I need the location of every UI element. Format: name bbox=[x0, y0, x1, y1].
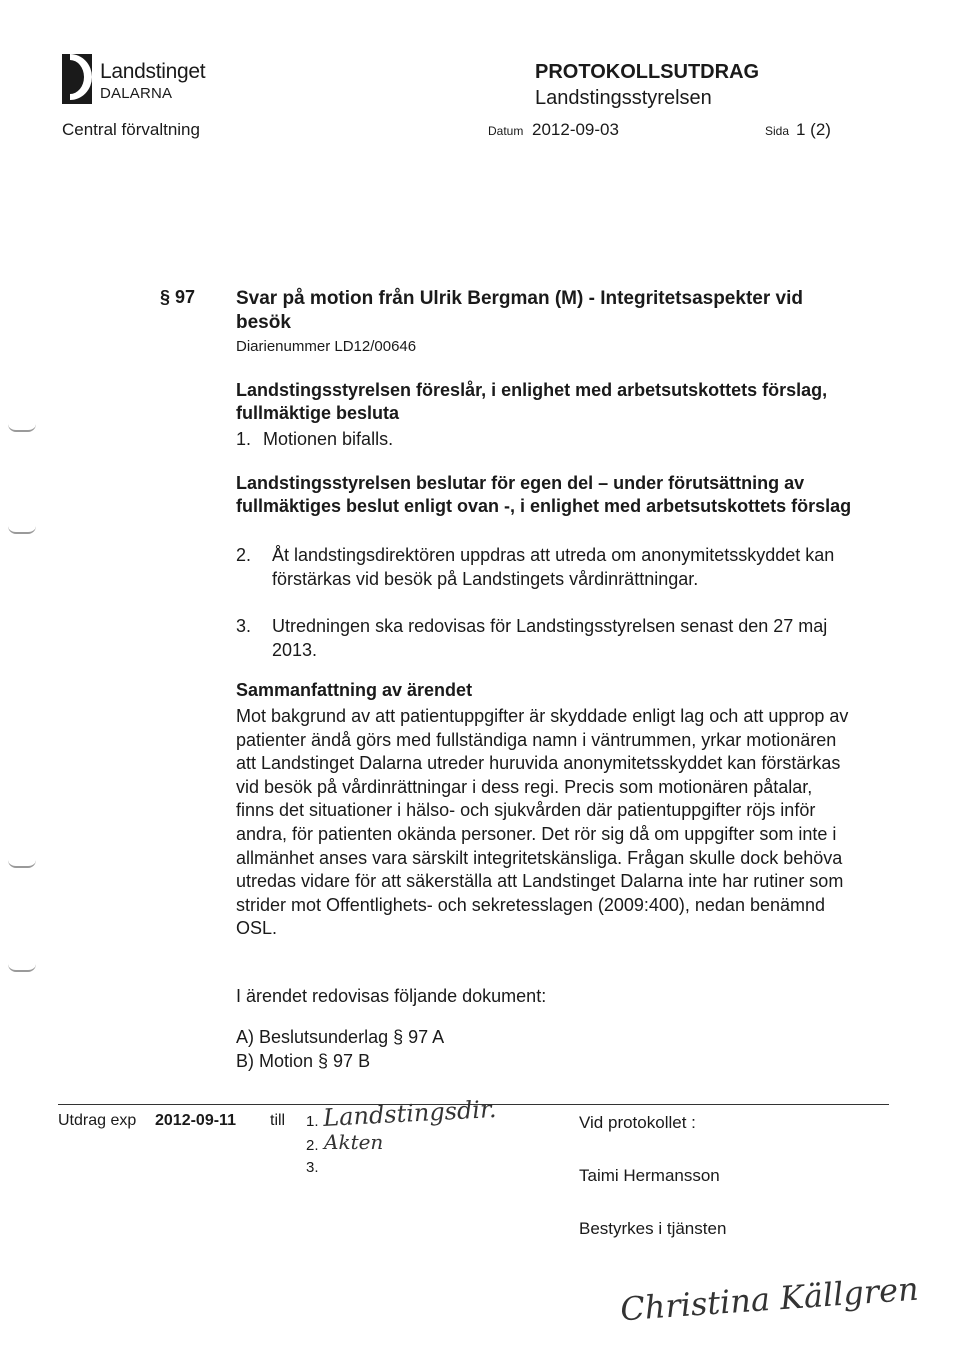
recipient-number: 3. bbox=[306, 1159, 319, 1176]
page-label: Sida bbox=[765, 124, 790, 138]
paragraph-number: § 97 bbox=[160, 287, 196, 307]
summary-text: Mot bakgrund av att patientuppgifter är skyddade enligt lag och att upprop av patienter ändå görs med fullständiga namn i väntrummen, yrkar motionären att Landstinget Dalarna utreder huruvida anonymitetsskyddet kan förstärkas vid besök på vårdinrättningar i dess regi. Precis som motionären påtalar, finns det situationer i hälso- och sjukvården där patientuppgifter röjs inför andra, för patienten okända personer. Det rör sig då om uppgifter som inte i allmänhet anses vara särskilt integritetskänsliga. Frågan skulle dock behöva utredas vidare för att säkerställa att Landstinget Dalarna inte har rutiner som strider mot Offentlighets- och sekretesslagen (2009:400), nedan benämnd OSL. bbox=[236, 706, 849, 939]
recipient-number: 2. bbox=[306, 1137, 319, 1154]
attachment-item: B) Motion § 97 B bbox=[236, 1051, 371, 1071]
section-title: Svar på motion från Ulrik Bergman (M) - Integritetsaspekter vid besök bbox=[236, 288, 803, 333]
attachment-item: A) Beslutsunderlag § 97 A bbox=[236, 1027, 445, 1047]
page-value: 1 (2) bbox=[796, 120, 831, 139]
decision-item bbox=[236, 614, 856, 662]
proposal-intro: Landstingsstyrelsen föreslår, i enlighet med arbetsutskottets förslag, fullmäktige besluta bbox=[236, 380, 828, 423]
protocol-label: Vid protokollet : bbox=[579, 1113, 696, 1132]
landstinget-logo bbox=[62, 54, 212, 110]
till-label: till bbox=[270, 1112, 286, 1129]
document-subtitle: Landstingsstyrelsen bbox=[535, 87, 712, 109]
signature: Christina Källgren bbox=[619, 1269, 920, 1329]
recipient-handwritten: Akten bbox=[324, 1130, 384, 1154]
date-label: Datum bbox=[488, 124, 524, 138]
office-name: Central förvaltning bbox=[62, 120, 200, 139]
logo-name: Landstinget bbox=[100, 60, 206, 83]
date-value: 2012-09-03 bbox=[532, 120, 619, 139]
document-type: PROTOKOLLSUTDRAG bbox=[535, 61, 760, 83]
extract-label: Utdrag exp bbox=[58, 1112, 137, 1129]
diary-number: Diarienummer LD12/00646 bbox=[236, 338, 417, 355]
item-text: Utredningen ska redovisas för Landstingsstyrelsen senast den 27 maj 2013. bbox=[272, 616, 828, 660]
secretary-name: Taimi Hermansson bbox=[579, 1166, 720, 1185]
punch-mark bbox=[8, 964, 36, 972]
logo-mark-icon bbox=[62, 54, 92, 104]
recipient-handwritten: Landstingsdir. bbox=[322, 1094, 498, 1132]
proposal-item bbox=[236, 427, 856, 451]
item-number: 1. bbox=[236, 429, 252, 449]
documents-intro: I ärendet redovisas följande dokument: bbox=[236, 986, 547, 1006]
extract-date: 2012-09-11 bbox=[155, 1112, 236, 1129]
decision-intro: Landstingsstyrelsen beslutar för egen del – under förutsättning av fullmäktiges beslut enligt ovan -, i enlighet med arbetsutskottets förslag bbox=[236, 473, 852, 516]
item-number: 3. bbox=[236, 616, 252, 636]
certified-label: Bestyrkes i tjänsten bbox=[579, 1219, 727, 1238]
punch-mark bbox=[8, 860, 36, 868]
decision-item bbox=[236, 543, 856, 591]
logo-region: DALARNA bbox=[100, 85, 173, 102]
item-number: 2. bbox=[236, 545, 252, 565]
item-text: Åt landstingsdirektören uppdras att utreda om anonymitetsskyddet kan förstärkas vid besök på Landstingets vårdinrättningar. bbox=[272, 545, 835, 589]
item-text: Motionen bifalls. bbox=[263, 429, 394, 449]
summary-heading: Sammanfattning av ärendet bbox=[236, 680, 473, 700]
punch-mark bbox=[8, 424, 36, 432]
recipient-number: 1. bbox=[306, 1113, 319, 1130]
punch-mark bbox=[8, 526, 36, 534]
